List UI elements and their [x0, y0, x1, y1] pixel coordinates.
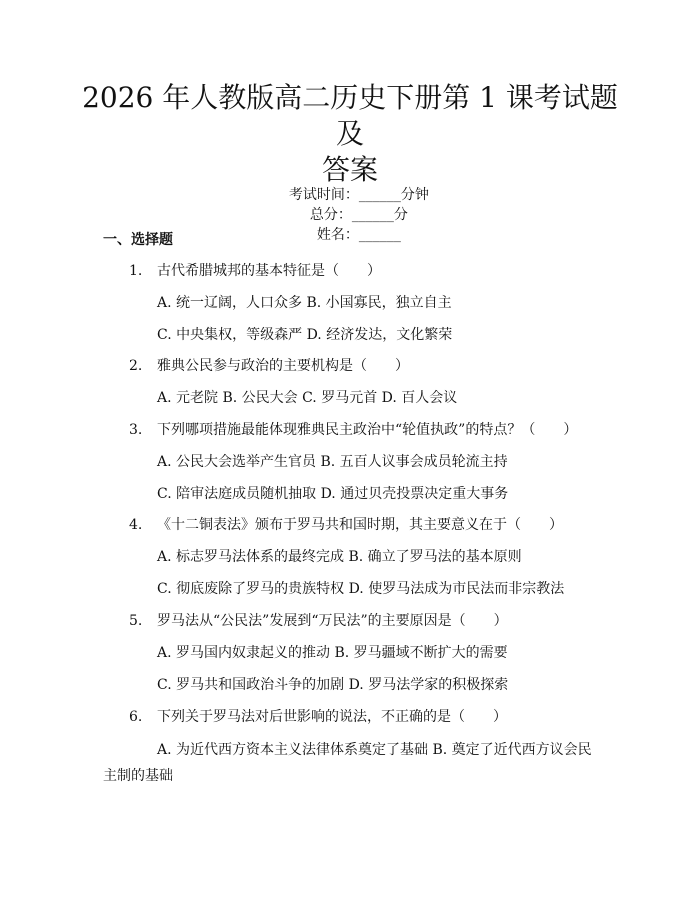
- question-6-options-line-1: A. 为近代西方资本主义法律体系奠定了基础 B. 奠定了近代西方议会民: [157, 742, 592, 758]
- question-3-number: 3.: [129, 422, 143, 438]
- question-3-text: 下列哪项措施最能体现雅典民主政治中“轮值执政”的特点？（ ）: [157, 422, 578, 438]
- question-6-number: 6.: [129, 709, 143, 725]
- question-4-number: 4.: [129, 517, 143, 533]
- question-1-options-a-b: A. 统一辽阔，人口众多 B. 小国寡民，独立自主: [157, 295, 452, 311]
- question-5-number: 5.: [129, 613, 143, 629]
- exam-time: 考试时间：______分钟: [288, 187, 429, 203]
- section-heading: 一、选择题: [103, 232, 173, 248]
- question-6-options-line-2: 主制的基础: [103, 768, 173, 784]
- question-5-text: 罗马法从“公民法”发展到“万民法”的主要原因是（ ）: [157, 613, 508, 629]
- question-3-options-a-b: A. 公民大会选举产生官员 B. 五百人议事会成员轮流主持: [157, 454, 508, 470]
- question-1-text: 古代希腊城邦的基本特征是（ ）: [157, 263, 381, 279]
- question-1-options-c-d: C. 中央集权，等级森严 D. 经济发达，文化繁荣: [157, 327, 453, 343]
- question-6-text: 下列关于罗马法对后世影响的说法，不正确的是（ ）: [157, 709, 507, 725]
- student-name: 姓名：______: [316, 227, 401, 243]
- question-4-text: 《十二铜表法》颁布于罗马共和国时期，其主要意义在于（ ）: [157, 517, 563, 533]
- question-2-options: A. 元老院 B. 公民大会 C. 罗马元首 D. 百人会议: [157, 390, 458, 406]
- question-4-options-c-d: C. 彻底废除了罗马的贵族特权 D. 使罗马法成为市民法而非宗教法: [157, 581, 565, 597]
- question-5-options-a-b: A. 罗马国内奴隶起义的推动 B. 罗马疆域不断扩大的需要: [157, 645, 508, 661]
- question-2-text: 雅典公民参与政治的主要机构是（ ）: [157, 358, 409, 374]
- question-3-options-c-d: C. 陪审法庭成员随机抽取 D. 通过贝壳投票决定重大事务: [157, 486, 509, 502]
- title-line-1: 2026 年人教版高二历史下册第 1 课考试题及: [82, 81, 618, 150]
- exam-score: 总分：______分: [309, 207, 408, 223]
- question-4-options-a-b: A. 标志罗马法体系的最终完成 B. 确立了罗马法的基本原则: [157, 549, 522, 565]
- question-number: 1.: [129, 263, 143, 279]
- question-2-number: 2.: [129, 358, 143, 374]
- title-line-2: 答案: [321, 153, 378, 186]
- question-5-options-c-d: C. 罗马共和国政治斗争的加剧 D. 罗马法学家的积极探索: [157, 677, 509, 693]
